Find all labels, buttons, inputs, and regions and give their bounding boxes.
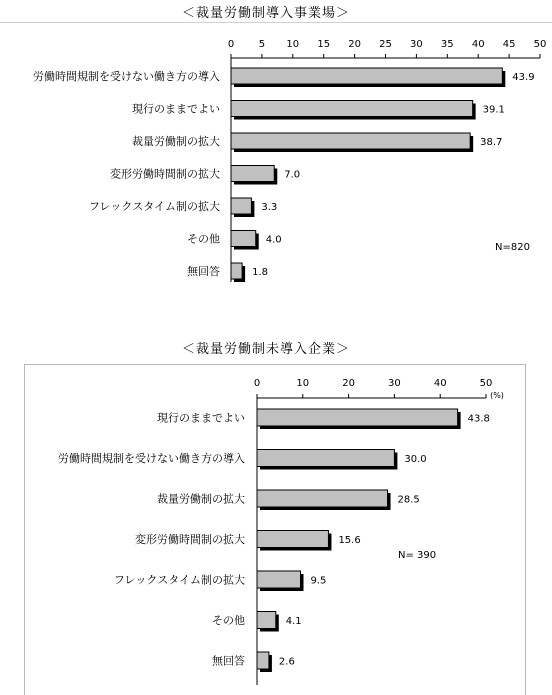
bar <box>257 571 301 588</box>
value-label: 38.7 <box>480 137 503 148</box>
tick-label: 50 <box>533 39 547 50</box>
bar <box>231 101 473 117</box>
bar <box>257 612 276 629</box>
tick-label: 30 <box>388 378 401 389</box>
bar <box>231 166 274 182</box>
tick-label: 15 <box>317 39 331 50</box>
chart-title-implemented: ＜裁量労働制導入事業場＞ <box>181 6 350 21</box>
value-label: 28.5 <box>397 494 420 506</box>
value-label: 9.5 <box>310 575 327 587</box>
category-label: 無回答 <box>212 654 245 668</box>
bar <box>231 68 502 84</box>
tick-label: 50 <box>479 378 493 389</box>
value-label: 4.0 <box>265 234 282 246</box>
bar <box>257 531 328 548</box>
category-label: 無回答 <box>187 265 220 278</box>
tick-label: 40 <box>471 39 485 50</box>
category-label: その他 <box>212 614 245 627</box>
value-label: 3.3 <box>261 202 278 213</box>
category-label: 現行のままでよい <box>157 411 245 425</box>
category-label: 裁量労働制の拡大 <box>157 492 245 506</box>
value-label: 15.6 <box>338 535 361 546</box>
bar <box>257 652 269 669</box>
category-label: 労働時間規制を受けない働き方の導入 <box>58 452 245 465</box>
tick-label: 30 <box>410 39 423 50</box>
tick-label: 0 <box>227 39 235 50</box>
value-label: 4.1 <box>285 616 302 627</box>
value-label: 2.6 <box>278 656 295 668</box>
tick-label: 45 <box>502 39 516 50</box>
value-label: 1.8 <box>252 267 269 278</box>
bar <box>257 450 394 467</box>
value-label: 39.1 <box>482 104 505 116</box>
tick-label: 20 <box>348 39 361 50</box>
unit-label: (%) <box>490 391 504 400</box>
bar <box>257 490 388 507</box>
chart-title-not-implemented: ＜裁量労働制未導入企業＞ <box>181 342 350 357</box>
tick-label: 25 <box>379 39 392 50</box>
category-label: 変形労働時間制の拡大 <box>135 533 245 546</box>
tick-label: 20 <box>342 378 355 389</box>
value-label: 7.0 <box>284 169 301 181</box>
bar <box>231 231 256 247</box>
category-label: 変形労働時間制の拡大 <box>110 167 220 181</box>
category-label: その他 <box>187 232 220 246</box>
bar <box>231 198 251 214</box>
category-label: 裁量労働制の拡大 <box>132 135 220 148</box>
tick-label: 10 <box>286 39 300 50</box>
tick-label: 40 <box>433 378 447 389</box>
category-label: 現行のままでよい <box>132 102 220 116</box>
tick-label: 0 <box>253 378 261 389</box>
bar <box>231 133 470 149</box>
category-label: フレックスタイム制の拡大 <box>113 573 245 587</box>
tick-label: 10 <box>296 378 310 389</box>
bar <box>257 409 458 426</box>
value-label: 43.8 <box>467 413 490 425</box>
tick-label: 35 <box>440 39 454 50</box>
category-label: 労働時間規制を受けない働き方の導入 <box>33 70 220 83</box>
sample-size-label: N= 390 <box>398 550 437 561</box>
sample-size-label: N=820 <box>495 242 530 253</box>
category-label: フレックスタイム制の拡大 <box>88 200 220 213</box>
value-label: 43.9 <box>512 72 535 83</box>
bar <box>231 263 242 279</box>
value-label: 30.0 <box>404 454 427 465</box>
tick-label: 5 <box>258 39 266 50</box>
